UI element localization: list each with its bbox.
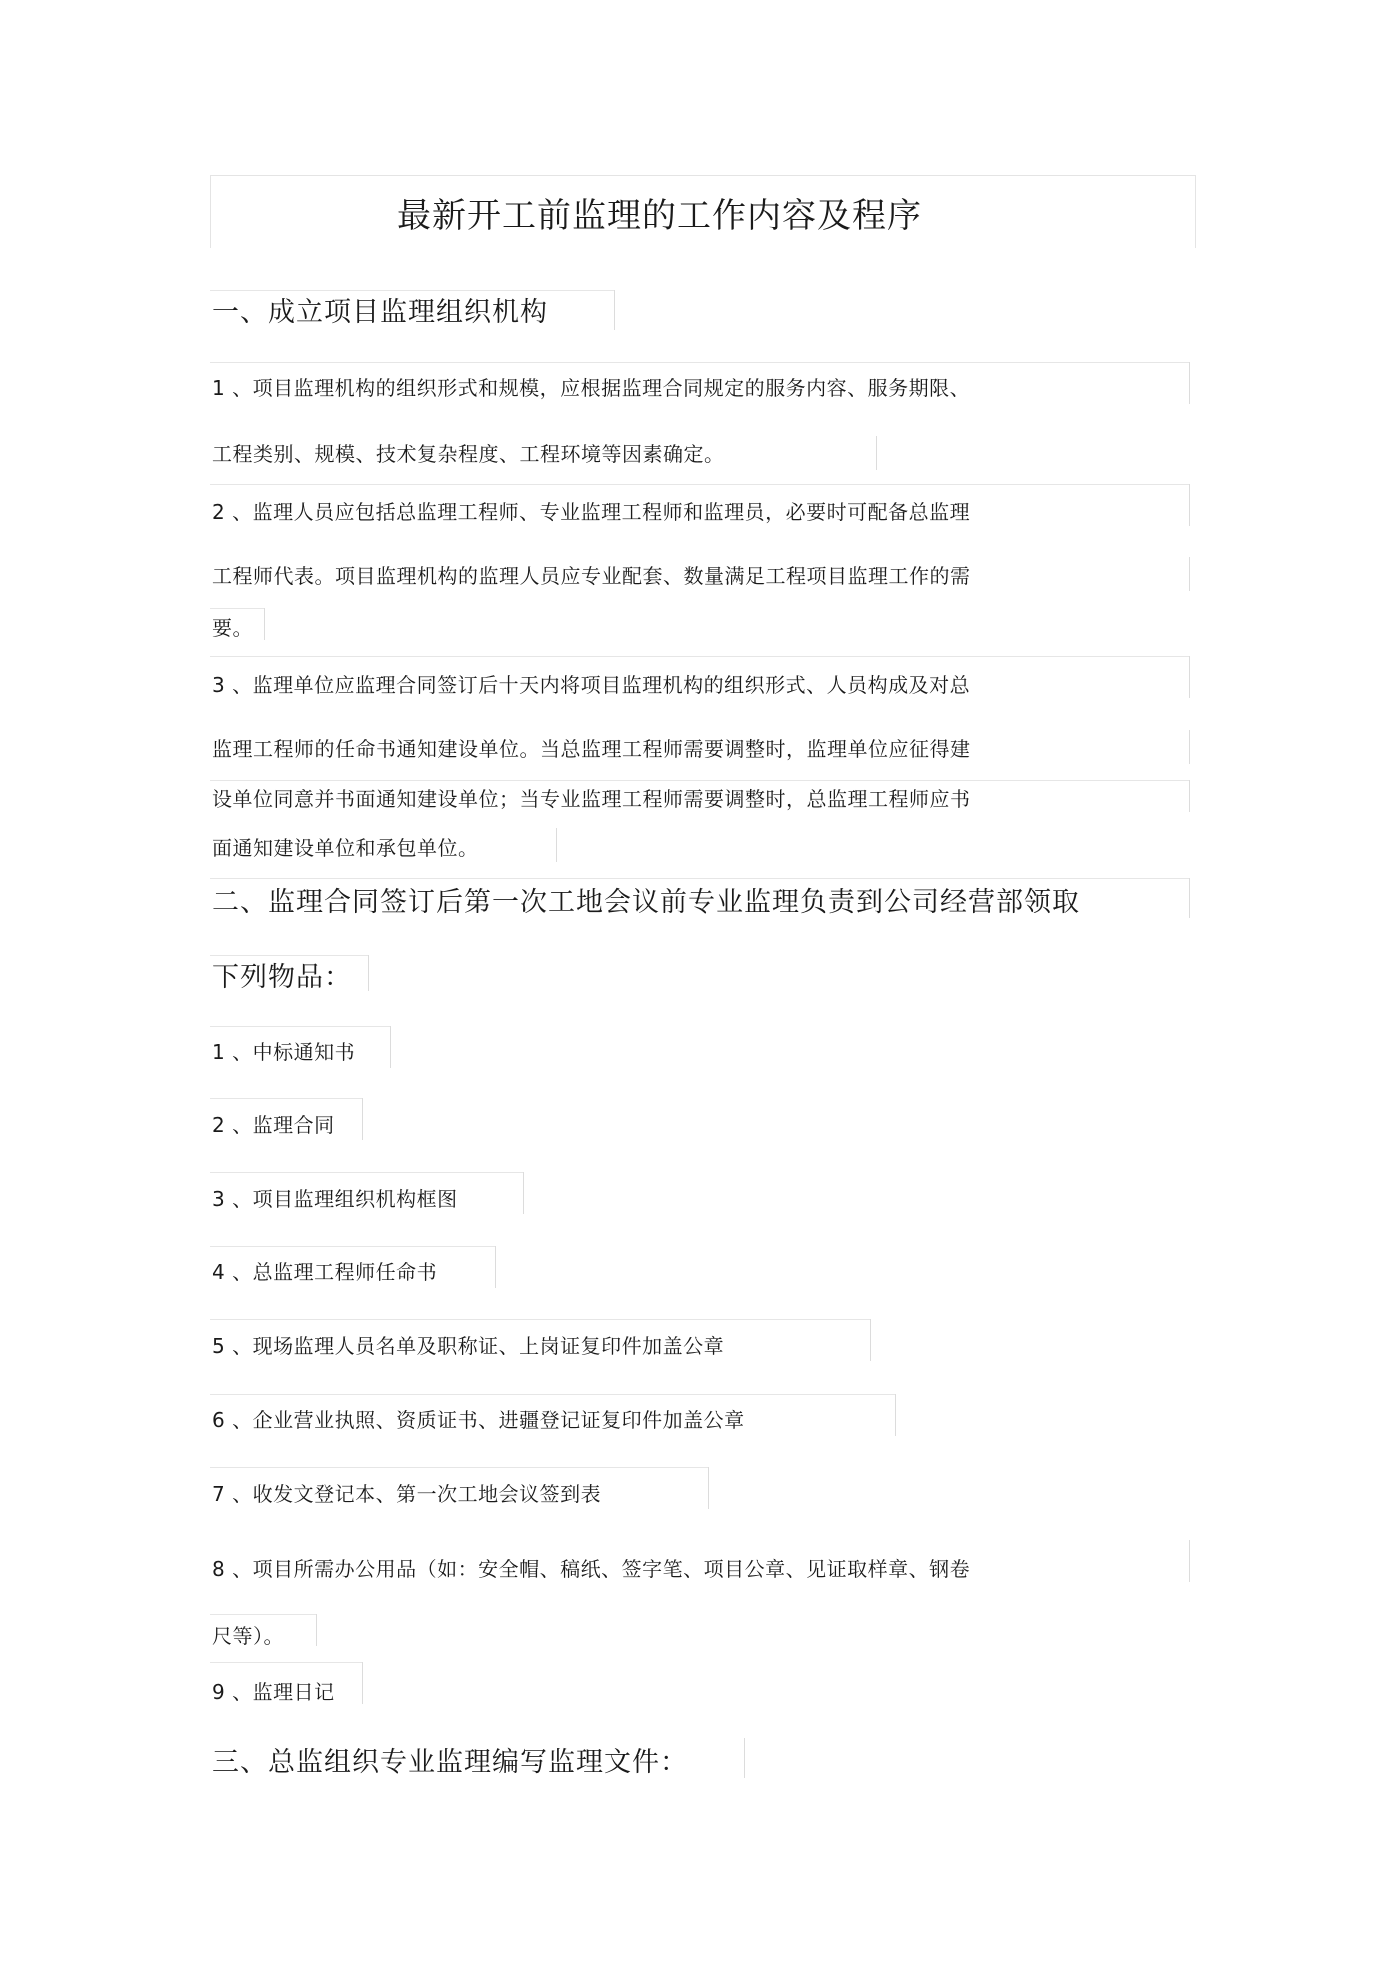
divider bbox=[210, 878, 1189, 879]
divider bbox=[210, 1394, 895, 1395]
divider bbox=[264, 608, 265, 640]
divider bbox=[210, 1026, 390, 1027]
list-item: 8 、项目所需办公用品（如：安全帽、稿纸、签字笔、项目公章、见证取样章、钢卷 bbox=[212, 1557, 971, 1581]
list-item: 2 、监理合同 bbox=[212, 1113, 335, 1137]
divider bbox=[210, 608, 264, 609]
divider bbox=[210, 1172, 523, 1173]
divider bbox=[1189, 484, 1190, 526]
paragraph-line: 3 、监理单位应监理合同签订后十天内将项目监理机构的组织形式、人员构成及对总 bbox=[212, 673, 971, 697]
divider bbox=[210, 1614, 316, 1615]
divider bbox=[210, 1246, 495, 1247]
list-item: 5 、现场监理人员名单及职称证、上岗证复印件加盖公章 bbox=[212, 1334, 725, 1358]
divider bbox=[876, 436, 877, 470]
divider bbox=[390, 1026, 391, 1068]
divider bbox=[362, 1662, 363, 1704]
paragraph-line: 要。 bbox=[212, 616, 253, 640]
divider bbox=[1189, 362, 1190, 404]
divider bbox=[316, 1614, 317, 1646]
list-item: 尺等）。 bbox=[212, 1624, 284, 1648]
section-heading-1: 一、成立项目监理组织机构 bbox=[212, 297, 548, 328]
divider bbox=[614, 290, 615, 330]
divider bbox=[210, 484, 1189, 485]
divider bbox=[556, 828, 557, 862]
divider bbox=[1189, 1540, 1190, 1582]
divider bbox=[495, 1246, 496, 1288]
divider bbox=[744, 1738, 745, 1778]
divider bbox=[210, 362, 1189, 363]
divider bbox=[210, 1662, 362, 1663]
paragraph-line: 工程类别、规模、技术复杂程度、工程环境等因素确定。 bbox=[212, 442, 725, 466]
divider bbox=[523, 1172, 524, 1214]
section-heading-3: 三、总监组织专业监理编写监理文件： bbox=[212, 1747, 688, 1778]
divider bbox=[210, 1098, 362, 1099]
divider bbox=[708, 1467, 709, 1509]
paragraph-line: 2 、监理人员应包括总监理工程师、专业监理工程师和监理员，必要时可配备总监理 bbox=[212, 500, 971, 524]
list-item: 7 、收发文登记本、第一次工地会议签到表 bbox=[212, 1482, 602, 1506]
document-title: 最新开工前监理的工作内容及程序 bbox=[397, 196, 922, 236]
paragraph-line: 面通知建设单位和承包单位。 bbox=[212, 836, 479, 860]
list-item: 4 、总监理工程师任命书 bbox=[212, 1260, 438, 1284]
list-item: 9 、监理日记 bbox=[212, 1680, 335, 1704]
divider bbox=[210, 1319, 870, 1320]
list-item: 1 、中标通知书 bbox=[212, 1040, 356, 1064]
list-item: 3 、项目监理组织机构框图 bbox=[212, 1187, 458, 1211]
divider bbox=[210, 656, 1189, 657]
section-heading-2-cont: 下列物品： bbox=[212, 962, 352, 993]
list-item: 6 、企业营业执照、资质证书、进疆登记证复印件加盖公章 bbox=[212, 1408, 745, 1432]
divider bbox=[895, 1394, 896, 1436]
divider bbox=[210, 780, 1189, 781]
divider bbox=[870, 1319, 871, 1361]
divider bbox=[1189, 656, 1190, 698]
section-heading-2: 二、监理合同签订后第一次工地会议前专业监理负责到公司经营部领取 bbox=[212, 887, 1080, 918]
paragraph-line: 监理工程师的任命书通知建设单位。当总监理工程师需要调整时，监理单位应征得建 bbox=[212, 737, 971, 761]
paragraph-line: 设单位同意并书面通知建设单位；当专业监理工程师需要调整时，总监理工程师应书 bbox=[212, 787, 971, 811]
divider bbox=[1189, 730, 1190, 764]
divider bbox=[1189, 878, 1190, 918]
divider bbox=[368, 955, 369, 991]
divider bbox=[210, 1467, 708, 1468]
divider bbox=[1189, 557, 1190, 591]
divider bbox=[1189, 780, 1190, 812]
paragraph-line: 工程师代表。项目监理机构的监理人员应专业配套、数量满足工程项目监理工作的需 bbox=[212, 564, 971, 588]
paragraph-line: 1 、项目监理机构的组织形式和规模，应根据监理合同规定的服务内容、服务期限、 bbox=[212, 376, 971, 400]
divider bbox=[362, 1098, 363, 1140]
